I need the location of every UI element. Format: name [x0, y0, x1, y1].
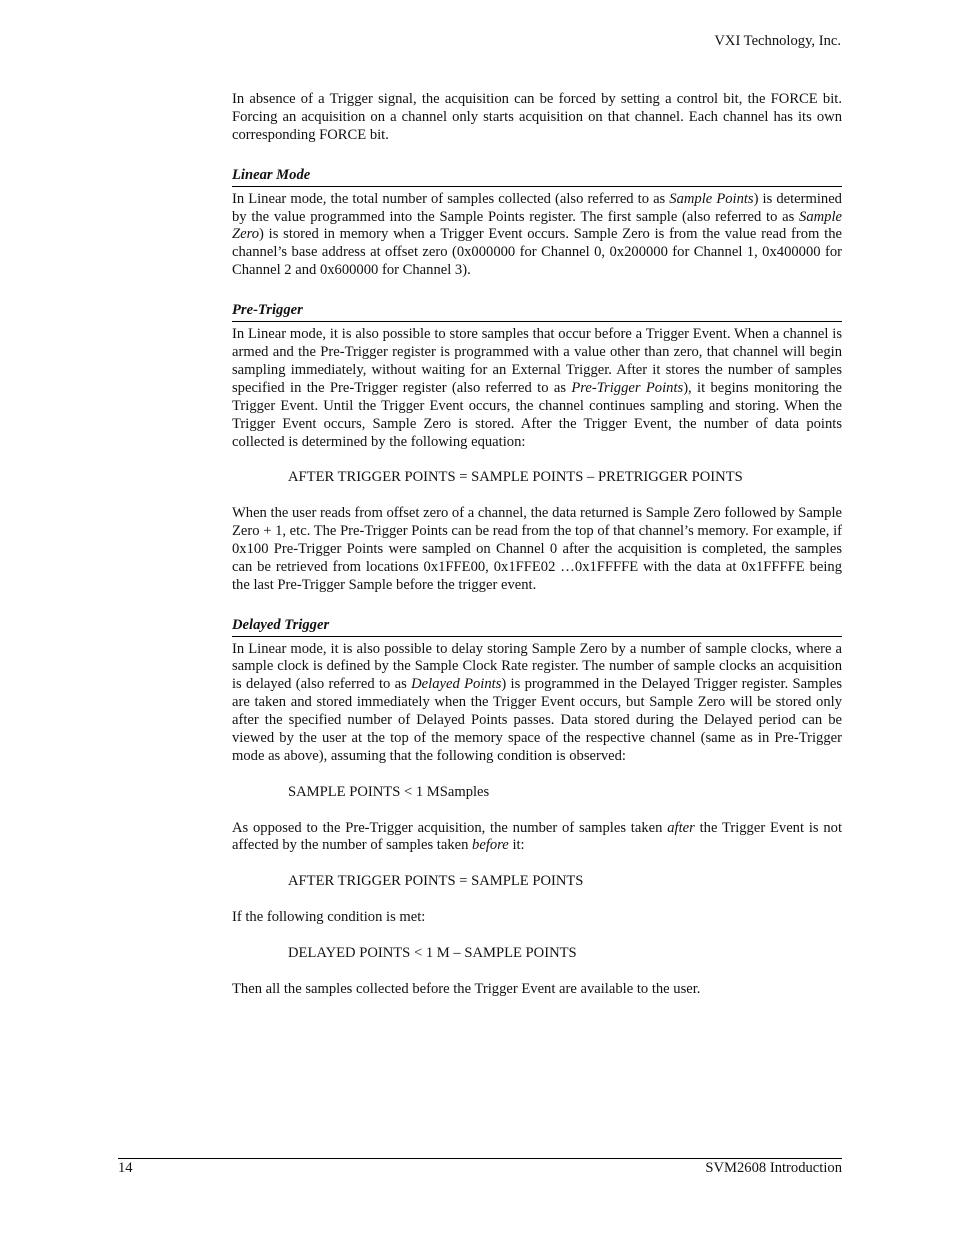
text-run: ) is stored in memory when a Trigger Event occurs. Sample Zero is from the value read from the channel’s base address at offset zero (0x000000 for Channel 0, 0x200000 for Channel 1, 0x400000 for Channel 2 and 0x600000 for Channel 3). [232, 226, 842, 279]
emphasis-pre-trigger-points: Pre-Trigger Points [571, 379, 684, 396]
delayed-trigger-paragraph [232, 641, 842, 766]
footer-divider [118, 1158, 842, 1159]
emphasis-sample-points: Sample Points [669, 190, 754, 207]
text-run: ) is programmed in the Delayed Trigger register. Samples are taken and stored immediately when the Trigger Event occurs, but Sample Zero will be stored only after the specified number of Delayed Points passes. Data stored during the Delayed period can be viewed by the user at the top of the memory space of the respective channel (same as in Pre-Trigger mode as above), assuming that the following condition is observed: [232, 676, 842, 764]
page-body [232, 91, 842, 999]
linear-mode-paragraph [232, 191, 842, 281]
footer-document-title: SVM2608 Introduction [705, 1160, 842, 1176]
delayed-trigger-paragraph-2 [232, 820, 842, 856]
text-run: ), it begins monitoring the Trigger Event. Until the Trigger Event occurs, the channel continues sampling and storing. When the Trigger Event occurs, Sample Zero is stored. After the Trigger Event, the number of data points collected is determined by the following equation: [232, 379, 842, 450]
page-header-company: VXI Technology, Inc. [714, 33, 841, 49]
delayed-condition-1: SAMPLE POINTS < 1 MSamples [288, 783, 490, 800]
emphasis-after: after [667, 819, 695, 836]
section-title-delayed-trigger: Delayed Trigger [232, 617, 842, 637]
text-run: the Trigger Event is not affected by the number of samples taken [232, 819, 843, 854]
pre-trigger-paragraph [232, 326, 842, 451]
emphasis-delayed-points: Delayed Points [411, 676, 502, 693]
text-run: As opposed to the Pre-Trigger acquisition, the number of samples taken [232, 819, 668, 836]
text-run: In Linear mode, it is also possible to store samples that occur before a Trigger Event. When a channel is armed and the Pre-Trigger register is programmed with a value other than zero, that channel will begin sampling immediately, without waiting for an External Trigger. After it stores the number of samples specified in the Pre-Trigger register (also referred to as [232, 326, 842, 396]
footer-page-number: 14 [118, 1160, 133, 1176]
pre-trigger-equation: AFTER TRIGGER POINTS = SAMPLE POINTS – PRETRIGGER POINTS [288, 469, 743, 486]
section-title-linear-mode: Linear Mode [232, 167, 842, 187]
text-run: In Linear mode, the total number of samples collected (also referred to as [232, 190, 670, 207]
delayed-equation-2: AFTER TRIGGER POINTS = SAMPLE POINTS [288, 873, 584, 890]
text-run: In Linear mode, it is also possible to delay storing Sample Zero by a number of sample clocks, where a sample clock is defined by the Sample Clock Rate register. The number of sample clocks an acquisition is delayed (also referred to as [232, 640, 842, 693]
pre-trigger-paragraph-2: When the user reads from offset zero of a channel, the data returned is Sample Zero followed by Sample Zero + 1, etc. The Pre-Trigger Points can be read from the top of that channel’s memory. For example, if 0x100 Pre-Trigger Points were sampled on Channel 0 after the acquisition is completed, the samples can be retrieved from locations 0x1FFE00, 0x1FFE02 …0x1FFFFE with the data at 0x1FFFFE being the last Pre-Trigger Sample before the trigger event. [232, 505, 842, 593]
delayed-condition-2: DELAYED POINTS < 1 M – SAMPLE POINTS [288, 944, 577, 961]
delayed-trigger-paragraph-3: If the following condition is met: [232, 909, 426, 926]
intro-paragraph: In absence of a Trigger signal, the acquisition can be forced by setting a control bit, the FORCE bit. Forcing an acquisition on a channel only starts acquisition on that channel. Each channel has its own corresponding FORCE bit. [232, 91, 842, 143]
section-title-pre-trigger: Pre-Trigger [232, 302, 842, 322]
text-run: it: [508, 837, 525, 854]
emphasis-sample-zero: Sample Zero [232, 208, 842, 243]
text-run: ) is determined by the value programmed into the Sample Points register. The first sample (also referred to as [232, 190, 842, 225]
delayed-trigger-paragraph-4: Then all the samples collected before the Trigger Event are available to the user. [232, 980, 701, 997]
emphasis-before: before [472, 837, 509, 854]
